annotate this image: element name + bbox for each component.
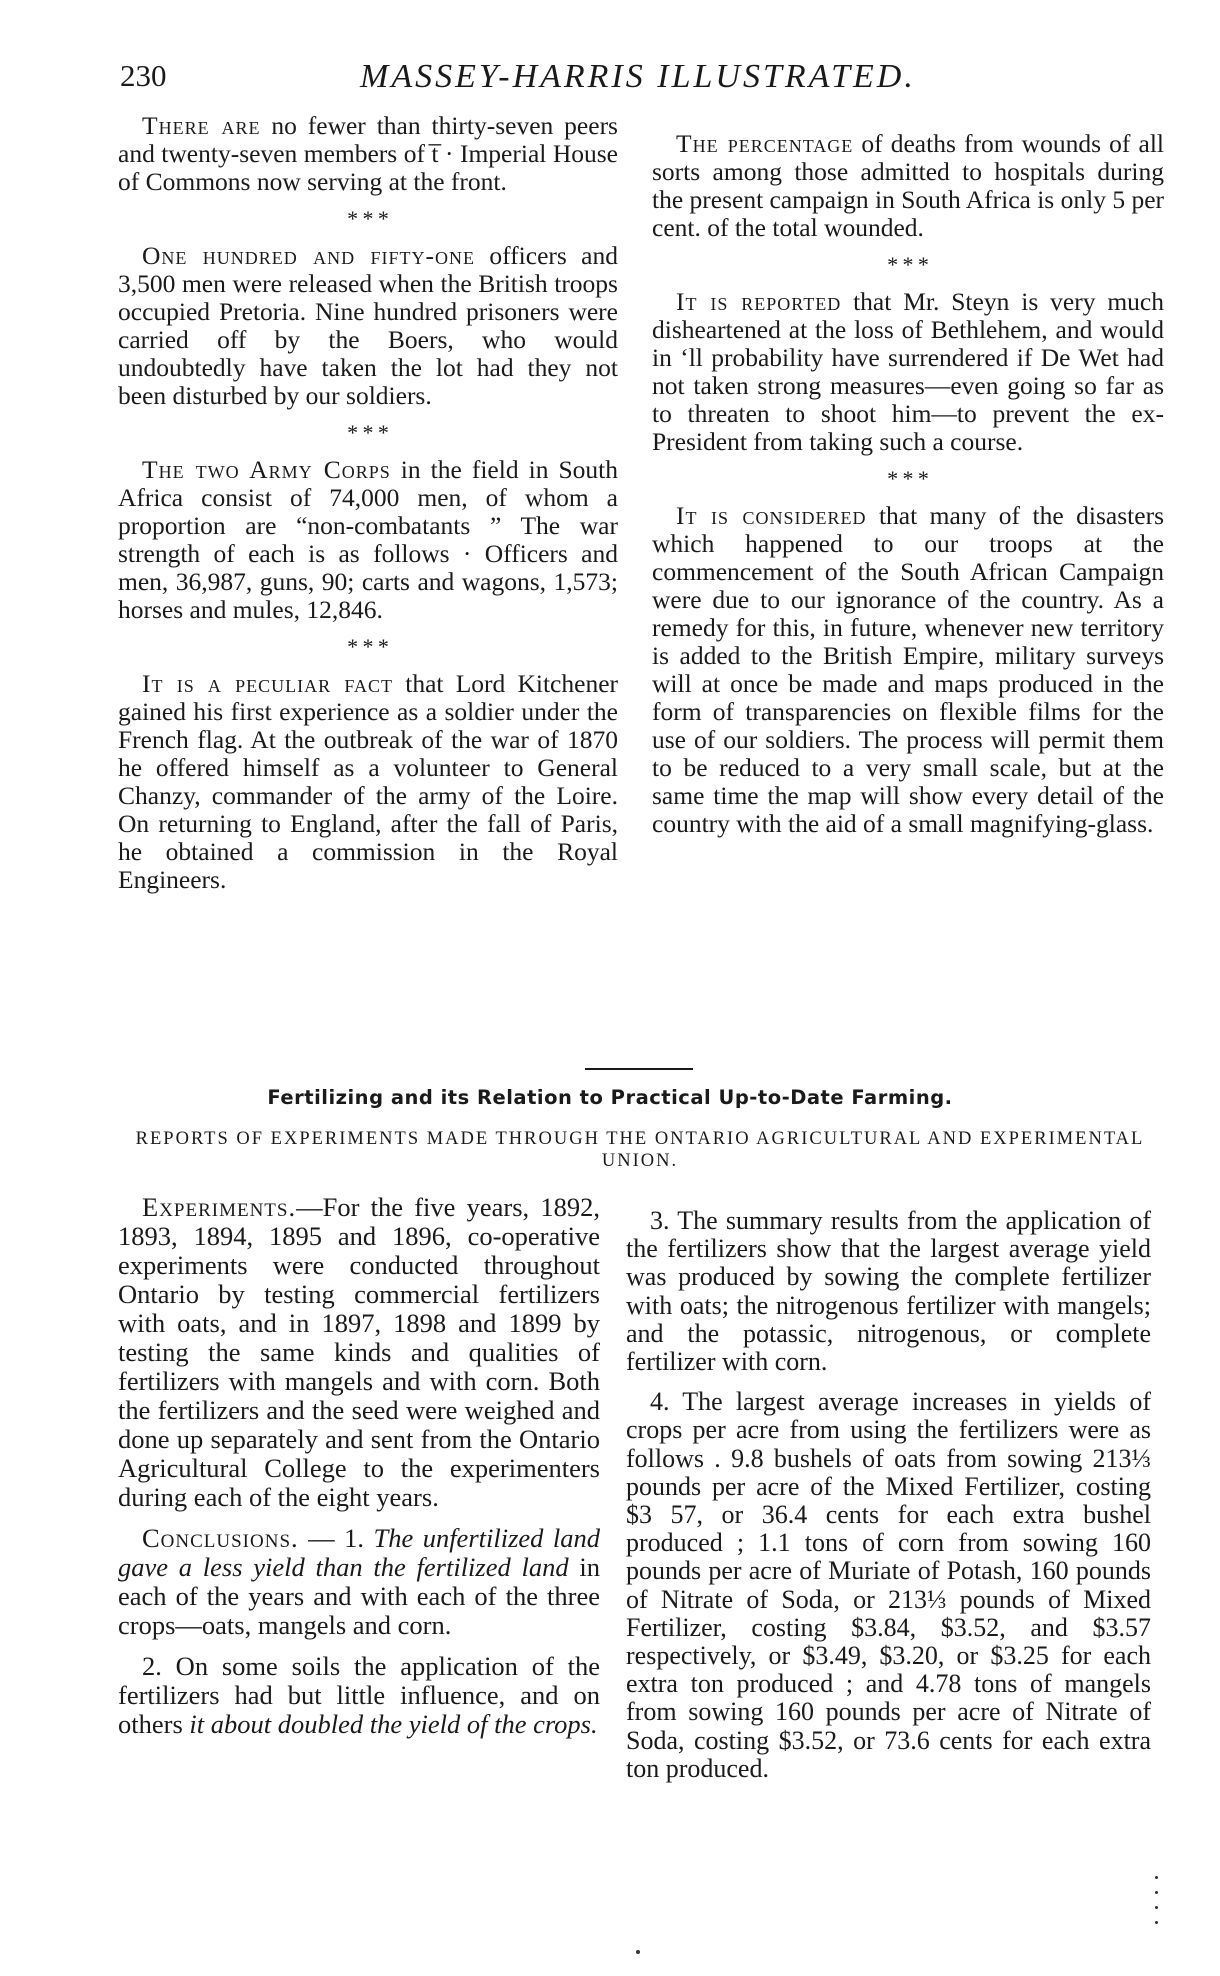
scan-speck xyxy=(636,1950,640,1954)
note-lead: The percentage xyxy=(676,129,854,158)
paragraph-number: — 1. xyxy=(298,1523,374,1553)
running-title: MASSEY-HARRIS ILLUSTRATED. xyxy=(360,58,916,95)
section-divider xyxy=(585,1068,693,1070)
page-number: 230 xyxy=(120,58,167,93)
note-text: no fewer than thirty-seven peers and twenty-seven members of t̅ · Imperial House of Commons now serving at the front. xyxy=(118,111,618,196)
article-column-left xyxy=(118,1193,600,1751)
article-paragraph xyxy=(118,1193,600,1512)
article-paragraph xyxy=(626,1388,1151,1783)
note-paragraph xyxy=(652,288,1164,456)
paragraph-text: in each of the years and with each of the three crops—oats, mangels and corn. xyxy=(118,1552,600,1640)
note-text: in the field in South Africa consist of 74,000 men, of whom a proportion are “non-combatants ” The war strength of each is as follows · Officers and men, 36,987, guns, 90; carts and wagons, 1,573; horses and mules, 12,846. xyxy=(118,455,618,624)
asterism-separator: * * * xyxy=(347,420,389,445)
note-text: officers and 3,500 men were released when the British troops occupied Pretoria. Nine hundred prisoners were carried off by the Boers, who would undoubtedly have taken the lot had they not been disturbed by our soldiers. xyxy=(118,241,618,410)
paragraph-text: 4. The largest average increases in yields of crops per acre from using the fertilizers were as follows . 9.8 bushels of oats from sowing 213⅓ pounds per acre of the Mixed Fertilizer, costing $3 57, or 36.4 cents for each extra bushel produced ; 1.1 tons of corn from sowing 160 pounds per acre of Muriate of Potash, 160 pounds of Nitrate of Soda, or 213⅓ pounds of Mixed Fertilizer, costing $3.84, $3.52, and $3.57 respectively, or $3.49, $3.20, or $3.25 for each extra ton produced ; and 4.78 tons of mangels from sowing 160 pounds per acre of Nitrate of Soda, costing $3.52, or 73.6 cents for each extra ton produced. xyxy=(626,1387,1151,1783)
note-lead: One hundred and fifty-one xyxy=(142,241,476,270)
note-text: that Mr. Steyn is very much disheartened at the loss of Bethlehem, and would in ‘ll probability have surrendered if De Wet had not taken strong measures—even going so far as to threaten to shoot him—to prevent the ex-President from taking such a course. xyxy=(652,287,1164,456)
note-text: that Lord Kitchener gained his first experience as a soldier under the French flag. At the outbreak of the war of 1870 he offered himself as a volunteer to General Chanzy, commander of the army of the Loire. On returning to England, after the fall of Paris, he obtained a commission in the Royal Engineers. xyxy=(118,669,619,894)
notes-column-left xyxy=(118,112,618,906)
note-lead: It is considered xyxy=(676,501,867,530)
paragraph-lead: Experiments. xyxy=(142,1192,297,1222)
notes-column-right xyxy=(652,130,1164,850)
note-paragraph xyxy=(118,112,618,196)
article-paragraph xyxy=(626,1207,1151,1376)
note-text: of deaths from wounds of all sorts among those admitted to hospitals during the present campaign in South Africa is only 5 per cent. of the total wounded. xyxy=(652,129,1165,242)
article-title: Fertilizing and its Relation to Practical Up-to-Date Farming. xyxy=(267,1086,953,1109)
paragraph-lead: Conclusions. xyxy=(142,1523,299,1553)
note-paragraph xyxy=(652,130,1164,242)
paragraph-text: 3. The summary results from the application of the fertilizers show that the largest average yield was produced by sowing the complete fertilizer with oats; the nitrogenous fertilizer with mangels; and the potassic, nitrogenous, or complete fertilizer with corn. xyxy=(626,1206,1151,1377)
paragraph-emphasis: The unfertilized land gave a less yield than the fertilized land xyxy=(118,1523,600,1582)
asterism-separator: * * * xyxy=(887,466,929,491)
page-header xyxy=(120,58,1120,108)
note-paragraph xyxy=(652,502,1164,838)
scan-specks xyxy=(1150,1876,1162,1956)
note-lead: There are xyxy=(142,111,261,140)
asterism-separator: * * * xyxy=(347,634,389,659)
asterism-separator: * * * xyxy=(887,252,929,277)
note-text: that many of the disasters which happened to our troops at the commencement of the South African Campaign were due to our ignorance of the country. As a remedy for this, in future, whenever new territory is added to the British Empire, military surveys will at once be made and maps produced in the form of transparencies on flexible films for the use of our soldiers. The process will permit them to be reduced to a very small scale, but at the same time the map will show every detail of the country with the aid of a small magnifying-glass. xyxy=(652,501,1164,838)
note-lead: It is reported xyxy=(676,287,842,316)
article-paragraph xyxy=(118,1524,600,1640)
note-lead: The two Army Corps xyxy=(142,455,391,484)
paragraph-text: —For the five years, 1892, 1893, 1894, 1895 and 1896, co-operative experiments were conducted throughout Ontario by testing commercial fertilizers with oats, and in 1897, 1898 and 1899 by testing the same kinds and qualities of fertilizers with mangels and with corn. Both the fertilizers and the seed were weighed and done up separately and sent from the Ontario Agricultural College to the experimenters during each of the eight years. xyxy=(118,1192,600,1512)
paragraph-emphasis: it about doubled the yield of the crops. xyxy=(189,1709,598,1739)
article-paragraph xyxy=(118,1652,600,1739)
note-paragraph xyxy=(118,456,618,624)
article-subtitle: REPORTS OF EXPERIMENTS MADE THROUGH THE ONTARIO AGRICULTURAL AND EXPERIMENTAL UNION. xyxy=(135,1129,1145,1171)
note-paragraph xyxy=(118,242,618,410)
article-column-right xyxy=(626,1207,1151,1795)
paragraph-text: 2. On some soils the application of the fertilizers had but little influence, and on others xyxy=(118,1651,600,1739)
note-paragraph xyxy=(118,670,618,894)
note-lead: It is a peculiar fact xyxy=(142,669,394,698)
asterism-separator: * * * xyxy=(347,206,389,231)
